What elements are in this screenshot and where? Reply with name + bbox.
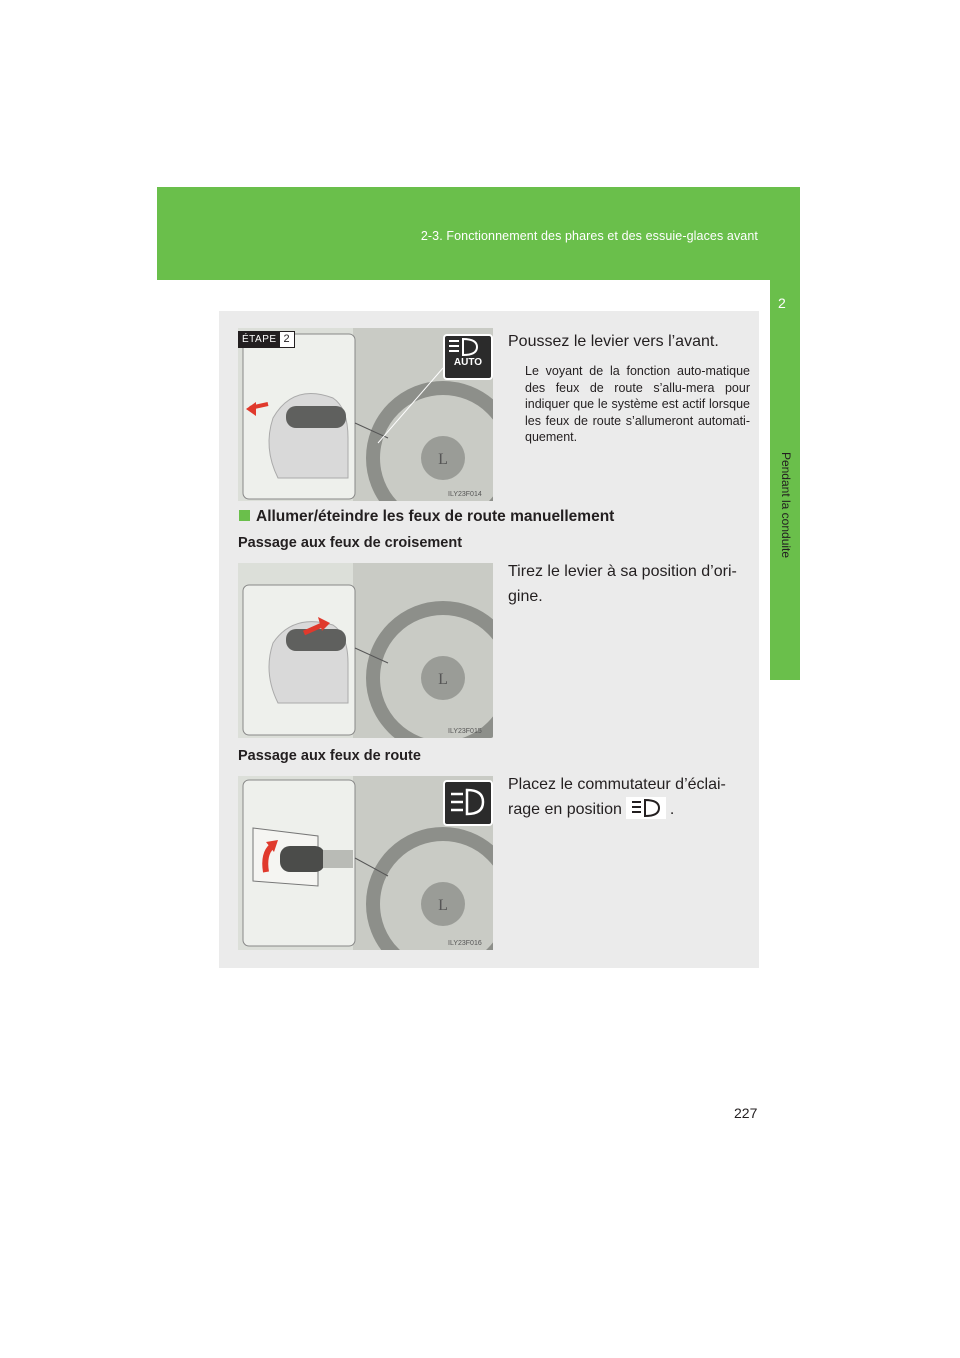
chapter-label: Pendant la conduite (779, 451, 793, 559)
section-title: 2-3. Fonctionnement des phares et des essuie-glaces avant (420, 229, 758, 243)
step-badge (238, 331, 295, 348)
figure-switch-turn (238, 776, 493, 950)
instruction-push-lever: Poussez le levier vers l’avant. (508, 333, 719, 350)
subheading-high-beam: Passage aux feux de route (238, 748, 421, 764)
step-label: ÉTAPE (239, 332, 280, 347)
figure-code: ILY23F016 (448, 940, 482, 947)
page-number: 227 (734, 1105, 758, 1121)
high-beam-indicator-icon (443, 780, 493, 826)
step-number: 2 (283, 333, 290, 345)
svg-text:L: L (438, 451, 448, 468)
figure-code: ILY23F014 (448, 491, 482, 498)
chapter-number: 2 (778, 295, 786, 311)
svg-text:L: L (438, 897, 448, 914)
figure-code: ILY23F015 (448, 728, 482, 735)
square-bullet-icon (239, 510, 250, 521)
instruction-high-beam-position: Placez le commutateur d’éclai-rage en position . (508, 776, 726, 818)
section-heading: Allumer/éteindre les feux de route manuellement (239, 508, 614, 526)
auto-high-beam-note: Le voyant de la fonction auto-matique des feux de route s’allu-mera pour indiquer que le système est actif lorsque les feux de route s’allumeront automati-quement. (525, 364, 750, 444)
high-beam-icon (626, 797, 666, 819)
svg-text:L: L (438, 671, 448, 688)
subheading-low-beam: Passage aux feux de croisement (238, 535, 463, 551)
figure-lever-pull (238, 563, 493, 738)
auto-high-beam-icon: AUTO (443, 334, 493, 380)
header-band (157, 187, 800, 280)
instruction-pull-lever: Tirez le levier à sa position d’ori-gine. (508, 563, 737, 605)
figure-lever-push (238, 328, 493, 501)
